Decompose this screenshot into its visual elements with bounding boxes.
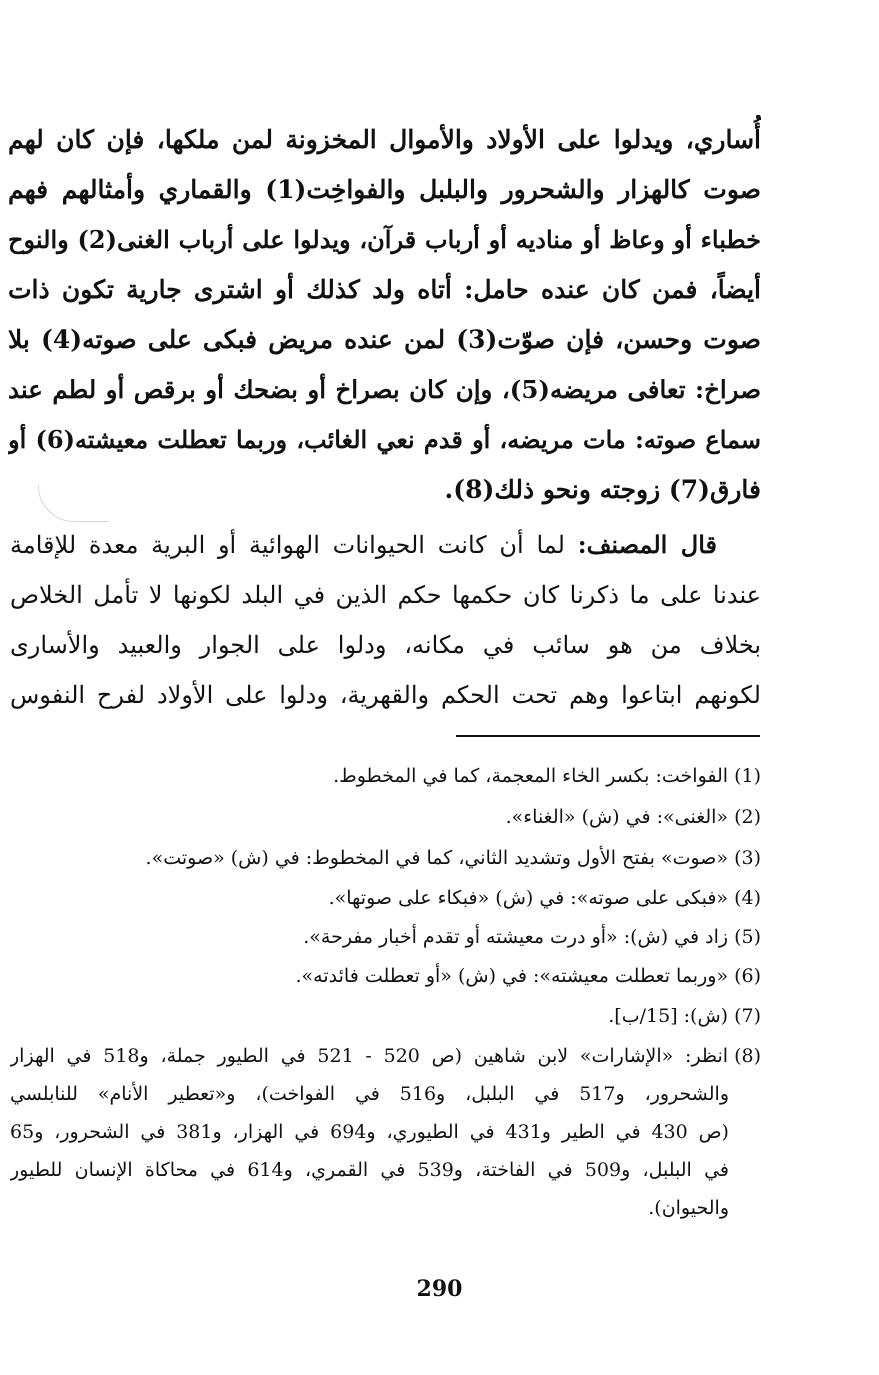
footnote-number: (2) [734, 806, 761, 828]
main-text-line: بخلاف من هو سائب في مكانه، ودلوا على الجوار والعبيد والأسارى [10, 631, 761, 659]
footnote [10, 841, 761, 875]
footnote-separator [456, 735, 760, 737]
footnote-continuation: والشحرور، و517 في البلبل، و516 في الفواخت)، و«تعطير الأنام» للنابلسي [10, 1083, 729, 1105]
commentary-line: صراخ: تعافى مريضه(5)، وإن كان بصراخ أو بضحك أو برقص أو لطم عند [8, 375, 761, 404]
footnote-number: (5) [734, 926, 761, 948]
author-label: قال المصنف: [577, 530, 718, 559]
footnote [10, 999, 761, 1033]
commentary-line: صوت كالهزار والشحرور والبلبل والفواخِت(1) والقماري وأمثالهم فهم [8, 175, 761, 204]
footnote-number: (8) [734, 1045, 761, 1067]
page-number: 290 [416, 1276, 463, 1302]
footnote [10, 881, 761, 915]
commentary-line: خطباء أو وعاظ أو مناديه أو أرباب قرآن، ويدلوا على أرباب الغنى(2) والنوح [8, 225, 761, 254]
footnote-number: (6) [734, 965, 761, 987]
commentary-line: فارق(7) زوجته ونحو ذلك(8). [444, 475, 761, 504]
footnote-number: (4) [734, 887, 761, 909]
footnote [10, 1039, 761, 1073]
footnote-text: انظر: «الإشارات» لابن شاهين (ص 520 - 521 في الطيور جملة، و518 في الهزار [10, 1045, 729, 1067]
main-text-line: لكونهم ابتاعوا وهم تحت الحكم والقهرية، ودلوا على الأولاد لفرح النفوس [10, 681, 761, 709]
footnote-text: «الغنى»: في (ش) «الغناء». [505, 806, 729, 828]
footnote-text: «صوت» بفتح الأول وتشديد الثاني، كما في المخطوط: في (ش) «صوتت». [145, 847, 729, 869]
footnote [10, 920, 761, 954]
footnote [10, 759, 761, 793]
footnote [10, 959, 761, 993]
main-text-line [10, 520, 761, 570]
footnote [10, 800, 761, 834]
footnote-number: (7) [734, 1005, 761, 1027]
footnote-text: «فبكى على صوته»: في (ش) «فبكاء على صوتها». [328, 887, 729, 909]
footnote-number: (3) [734, 847, 761, 869]
main-text-line: عندنا على ما ذكرنا كان حكمها حكم الذين في البلد لكونها لا تأمل الخلاص [10, 581, 761, 609]
commentary-line: أُساري، ويدلوا على الأولاد والأموال المخزونة لمن ملكها، فإن كان لهم [8, 125, 761, 154]
main-text-first-line: لما أن كانت الحيوانات الهوائية أو البرية معدة للإقامة [10, 531, 578, 559]
footnote-text: (ش): [15/ب]. [608, 1005, 729, 1027]
scan-artifact [38, 485, 109, 522]
commentary-line: صوت وحسن، فإن صوّت(3) لمن عنده مريض فبكى على صوته(4) بلا [8, 325, 761, 354]
footnote-continuation: (ص 430 في الطير و431 في الطيوري، و694 في الهزار، و381 في الشحرور، و65 [10, 1121, 729, 1143]
footnote-text: «وربما تعطلت معيشته»: في (ش) «أو تعطلت فائدته». [295, 965, 729, 987]
footnote-text: زاد في (ش): «أو درت معيشته أو تقدم أخبار مفرحة». [303, 926, 729, 948]
footnote-text: الفواخت: بكسر الخاء المعجمة، كما في المخطوط. [333, 765, 729, 787]
footnote-continuation: والحيوان). [648, 1197, 729, 1219]
footnote-number: (1) [734, 765, 761, 787]
commentary-line: أيضاً، فمن كان عنده حامل: أتاه ولد كذلك أو اشترى جارية تكون ذات [8, 275, 761, 304]
commentary-line: سماع صوته: مات مريضه، أو قدم نعي الغائب، وربما تعطلت معيشته(6) أو [8, 425, 761, 454]
footnote-continuation: في البلبل، و509 في الفاختة، و539 في القمري، و614 في محاكاة الإنسان للطيور [10, 1159, 729, 1181]
